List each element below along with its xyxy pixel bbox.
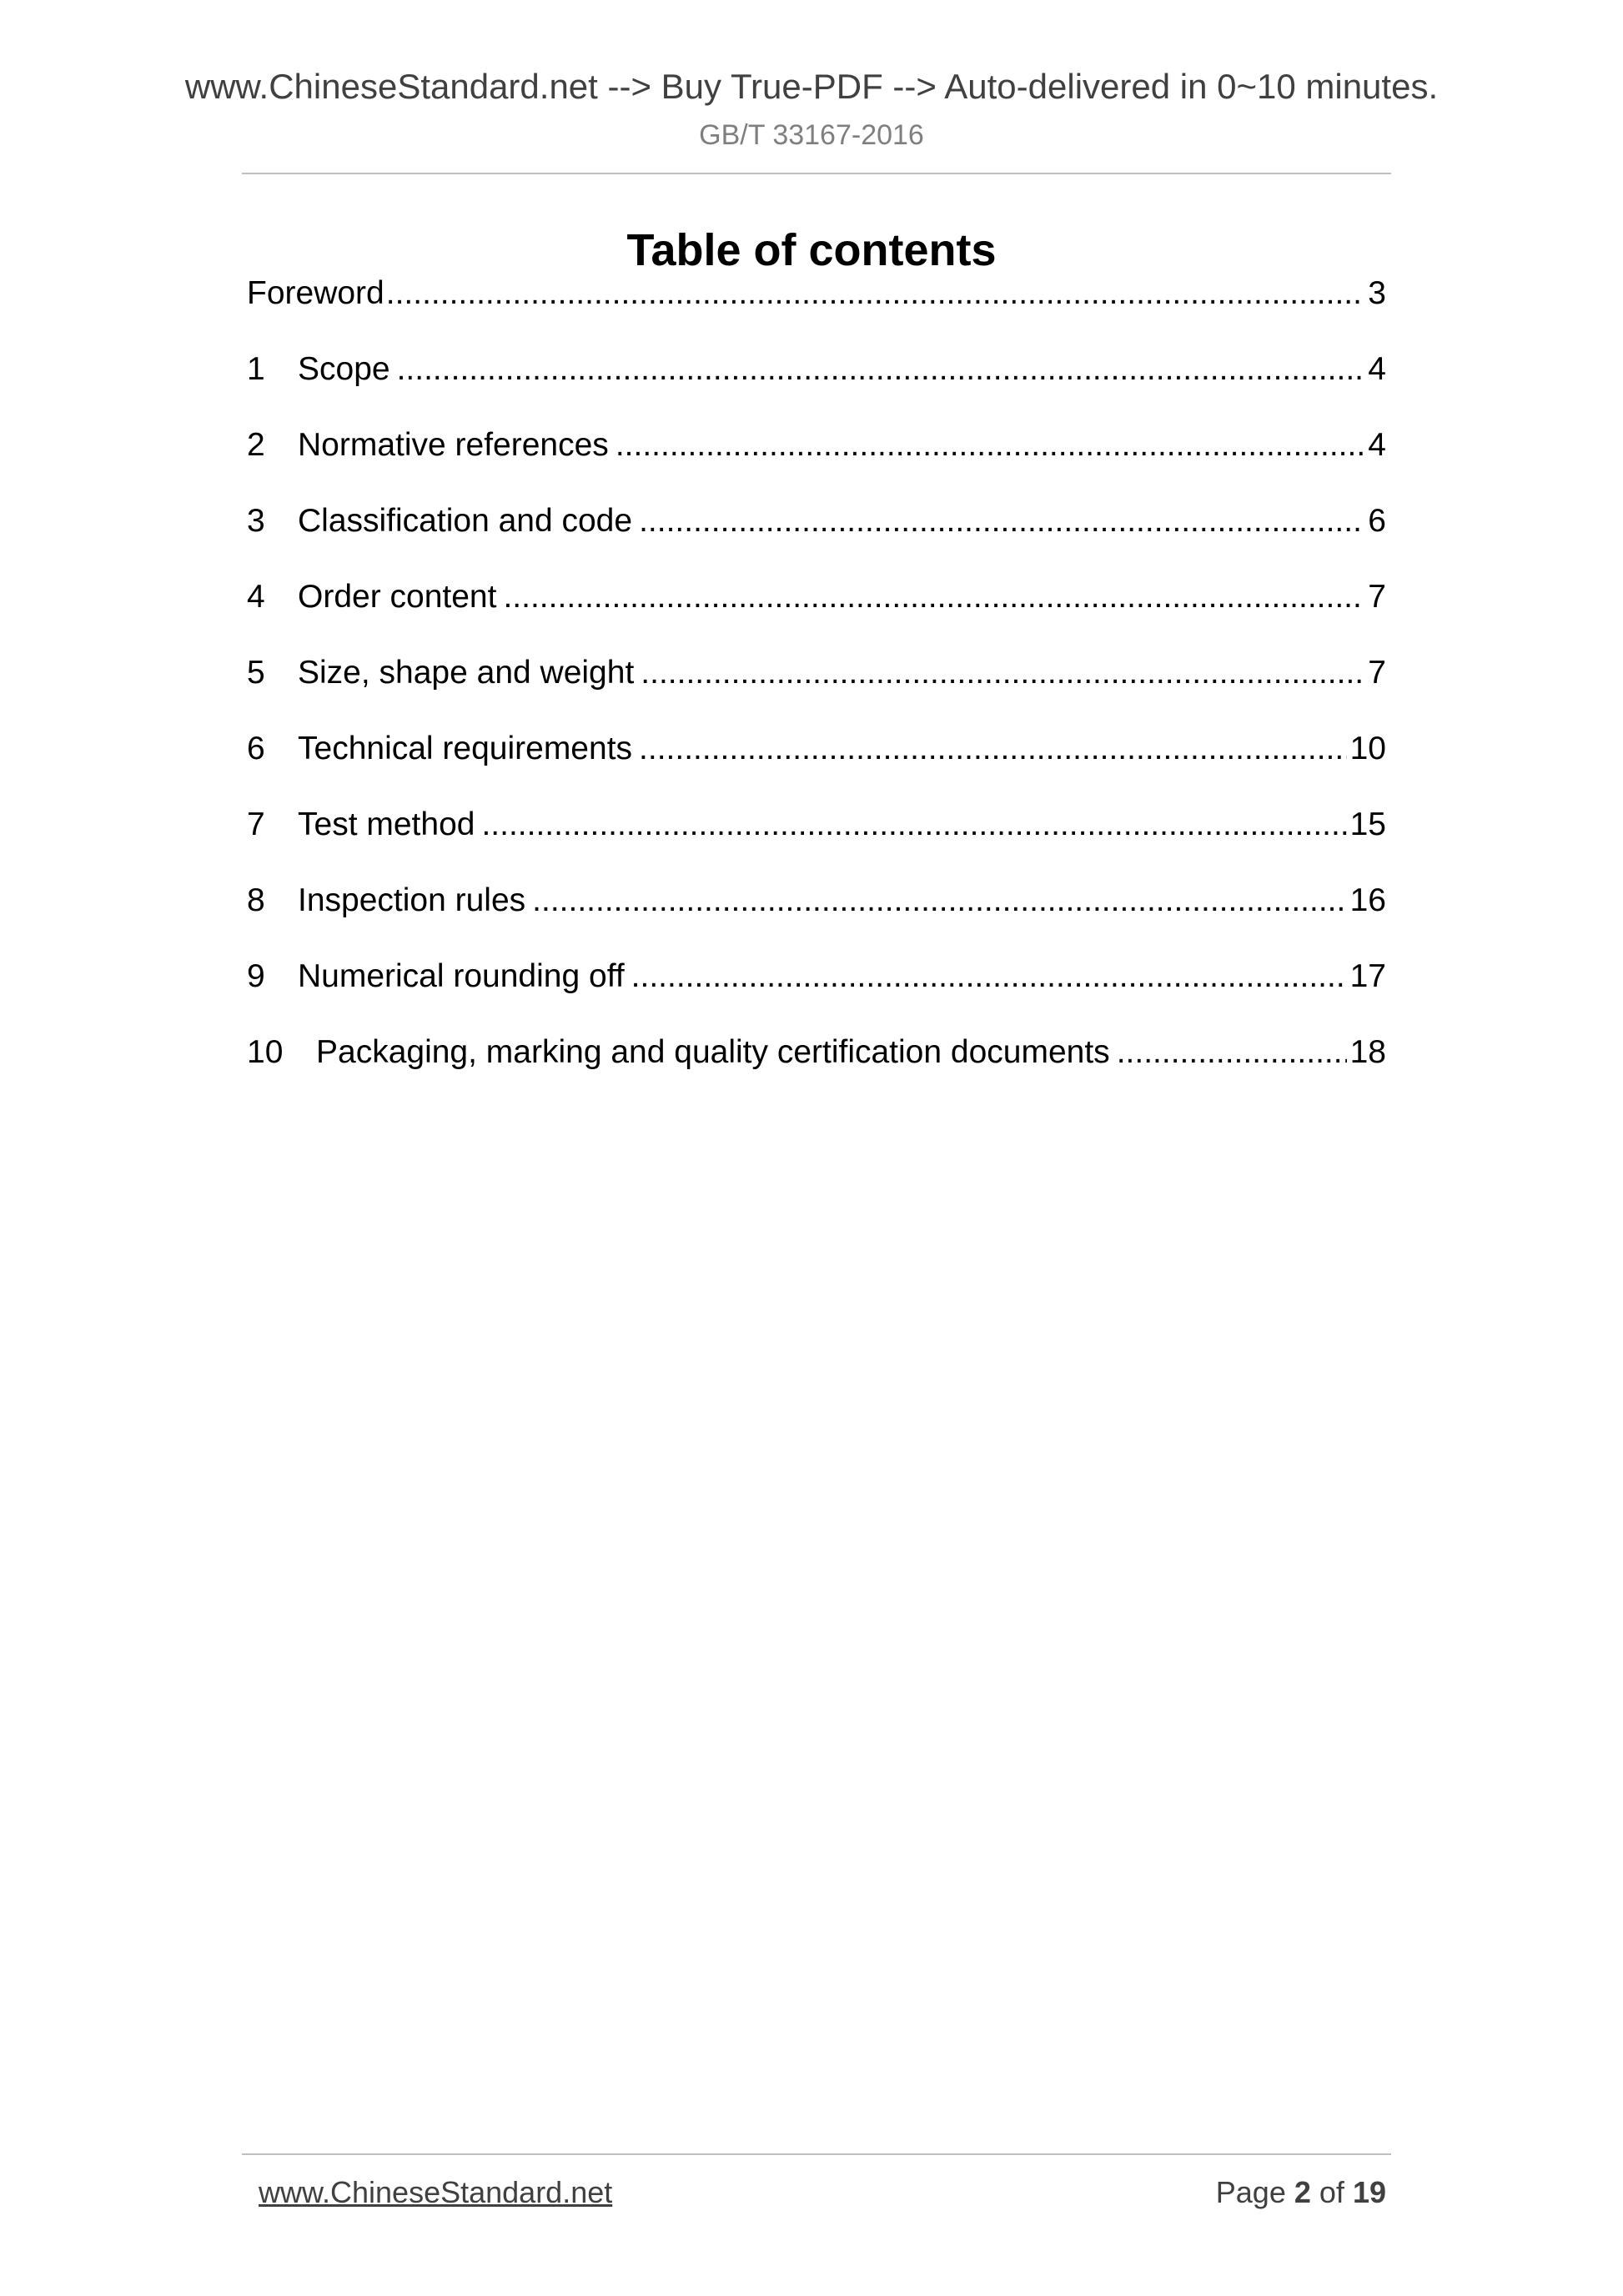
toc-leader-dots	[503, 572, 1364, 622]
toc-entry-number: 1	[247, 351, 265, 387]
toc-entry-number: 5	[247, 655, 265, 691]
toc-leader-dots	[631, 952, 1347, 1002]
page-total: 19	[1352, 2175, 1386, 2209]
toc-entry-test-method[interactable]	[247, 800, 1386, 876]
document-code: GB/T 33167-2016	[699, 119, 924, 151]
toc-leader-dots	[641, 648, 1364, 698]
toc-entry-number: 10	[247, 1034, 284, 1070]
header-banner: www.ChineseStandard.net --> Buy True-PDF --> Auto-delivered in 0~10 minutes.	[184, 67, 1439, 106]
table-of-contents	[247, 269, 1386, 1103]
toc-leader-dots	[639, 724, 1347, 774]
toc-entry-label: Inspection rules	[298, 882, 526, 918]
toc-entry-page: 3	[1368, 275, 1386, 311]
toc-leader-dots	[639, 496, 1364, 546]
toc-entry-label: Size, shape and weight	[298, 655, 635, 691]
footer-website-link[interactable]: www.ChineseStandard.net	[259, 2175, 613, 2209]
toc-entry-number: 9	[247, 958, 265, 994]
toc-entry-label: Scope	[298, 351, 390, 387]
toc-entry-number: 4	[247, 579, 265, 615]
toc-entry-label: Test method	[298, 806, 475, 842]
toc-entry-page: 4	[1368, 427, 1386, 463]
page-number	[1216, 2173, 1386, 2213]
toc-entry-label: Technical requirements	[298, 731, 633, 766]
toc-entry-label: Numerical rounding off	[298, 958, 625, 994]
toc-entry-page: 6	[1368, 503, 1386, 539]
toc-entry-number: 3	[247, 503, 265, 539]
toc-entry-size-shape-weight[interactable]	[247, 648, 1386, 724]
footer-divider	[242, 2153, 1391, 2155]
toc-leader-dots	[616, 420, 1364, 470]
toc-entry-scope[interactable]	[247, 344, 1386, 420]
toc-leader-dots	[532, 876, 1346, 926]
toc-entry-number: 6	[247, 731, 265, 766]
page-current: 2	[1294, 2175, 1311, 2209]
toc-entry-number: 8	[247, 882, 265, 918]
toc-entry-page: 7	[1368, 579, 1386, 615]
toc-entry-normative-references[interactable]	[247, 420, 1386, 496]
toc-entry-page: 18	[1349, 1034, 1386, 1070]
toc-leader-dots	[397, 344, 1365, 394]
toc-entry-page: 7	[1368, 655, 1386, 691]
toc-entry-number: 2	[247, 427, 265, 463]
toc-entry-inspection-rules[interactable]	[247, 876, 1386, 952]
toc-entry-page: 4	[1368, 351, 1386, 387]
toc-entry-page: 15	[1349, 806, 1386, 842]
toc-leader-dots	[481, 800, 1346, 850]
toc-entry-order-content[interactable]	[247, 572, 1386, 648]
toc-entry-foreword[interactable]	[247, 269, 1386, 344]
toc-entry-technical-requirements[interactable]	[247, 724, 1386, 800]
toc-entry-label: Normative references	[298, 427, 609, 463]
toc-entry-label: Packaging, marking and quality certification documents	[316, 1034, 1110, 1070]
page-title: Table of contents	[626, 225, 997, 275]
toc-entry-page: 17	[1349, 958, 1386, 994]
page-of: of	[1319, 2175, 1344, 2209]
toc-leader-dots	[1117, 1027, 1347, 1078]
toc-entry-page: 10	[1349, 731, 1386, 766]
toc-entry-packaging-marking[interactable]	[247, 1027, 1386, 1103]
toc-entry-label: Classification and code	[298, 503, 633, 539]
toc-leader-dots	[386, 269, 1365, 319]
toc-entry-page: 16	[1349, 882, 1386, 918]
toc-entry-label: Order content	[298, 579, 497, 615]
toc-entry-number: 7	[247, 806, 265, 842]
toc-entry-numerical-rounding-off[interactable]	[247, 952, 1386, 1027]
toc-entry-classification-and-code[interactable]	[247, 496, 1386, 572]
page-prefix: Page	[1215, 2175, 1286, 2209]
header-divider	[242, 173, 1391, 174]
toc-entry-label: Foreword	[247, 275, 384, 311]
